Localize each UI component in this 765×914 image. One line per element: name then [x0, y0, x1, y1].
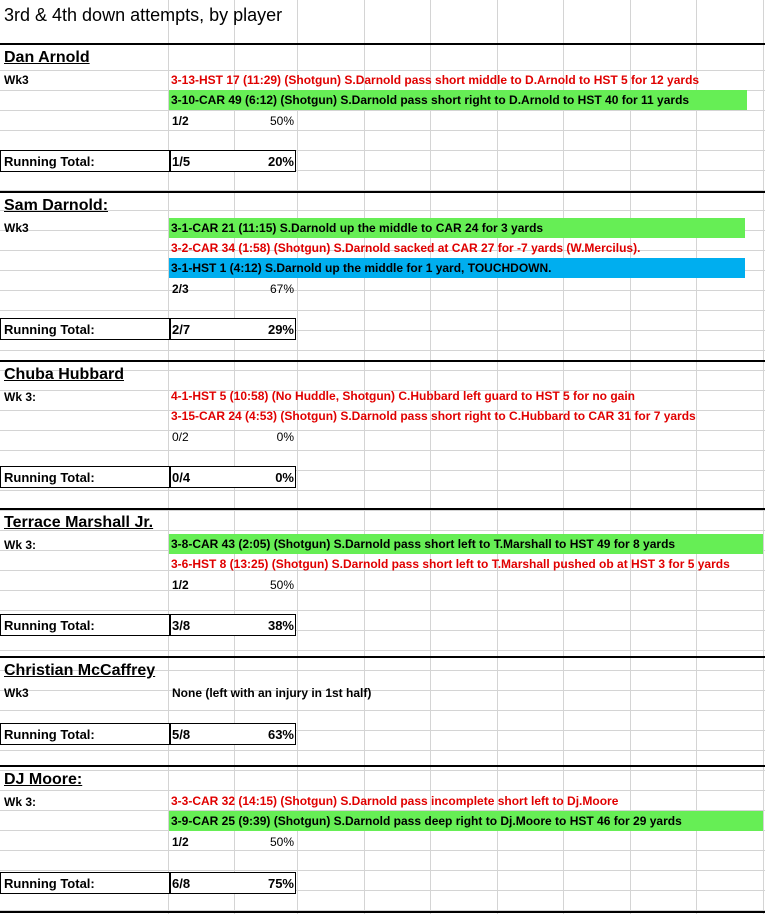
- running-total-label: Running Total:: [4, 618, 95, 633]
- section-divider: [0, 360, 765, 362]
- running-total-percent: 0%: [275, 470, 294, 485]
- play-row-successful: 3-8-CAR 43 (2:05) (Shotgun) S.Darnold pass short left to T.Marshall to HST 49 for 8 yards: [169, 534, 763, 554]
- grid-row-line: [0, 710, 765, 711]
- running-total-record: 6/8: [172, 876, 191, 891]
- grid-row-line: [0, 310, 765, 311]
- grid-row-line: [0, 690, 765, 691]
- grid-row-line: [0, 290, 765, 291]
- grid-row-line: [0, 870, 765, 871]
- running-total-record: 2/7: [172, 322, 191, 337]
- running-total-percent: 63%: [267, 727, 294, 742]
- week-percent: 67%: [269, 282, 294, 296]
- running-total-label: Running Total:: [4, 322, 95, 337]
- section-divider: [0, 508, 765, 510]
- play-row-unsuccessful: 3-13-HST 17 (11:29) (Shotgun) S.Darnold pass short middle to D.Arnold to HST 5 for 12 yards: [171, 73, 700, 87]
- player-name: Dan Arnold: [4, 49, 90, 66]
- player-name: DJ Moore:: [4, 771, 83, 788]
- week-percent: 50%: [269, 578, 294, 592]
- week-label: Wk3: [4, 73, 29, 87]
- running-total-percent: 75%: [267, 876, 294, 891]
- section-divider: [0, 656, 765, 658]
- running-total-record: 5/8: [172, 727, 191, 742]
- week-note: None (left with an injury in 1st half): [172, 686, 372, 700]
- grid-column-line: [763, 0, 764, 914]
- running-total-record: 3/8: [172, 618, 191, 633]
- sheet-title: 3rd & 4th down attempts, by player: [4, 5, 283, 25]
- grid-column-line: [234, 0, 235, 914]
- grid-column-line: [696, 0, 697, 914]
- player-name: Christian McCaffrey: [4, 662, 156, 679]
- week-record: 1/2: [172, 835, 189, 849]
- grid-row-line: [0, 850, 765, 851]
- play-row-unsuccessful: 3-15-CAR 24 (4:53) (Shotgun) S.Darnold pass short right to C.Hubbard to CAR 31 for 7 yards: [171, 409, 696, 423]
- running-total-label: Running Total:: [4, 727, 95, 742]
- grid-row-line: [0, 750, 765, 751]
- week-percent: 50%: [269, 114, 294, 128]
- week-record: 1/2: [172, 114, 189, 128]
- running-total-percent: 29%: [267, 322, 294, 337]
- running-total-label: Running Total:: [4, 876, 95, 891]
- grid-row-line: [0, 430, 765, 431]
- grid-row-line: [0, 450, 765, 451]
- player-name: Terrace Marshall Jr.: [4, 514, 154, 531]
- running-total-percent: 20%: [267, 154, 294, 169]
- play-row-successful: 3-10-CAR 49 (6:12) (Shotgun) S.Darnold pass short right to D.Arnold to HST 40 for 11 yards: [169, 90, 747, 110]
- running-total-record: 0/4: [172, 470, 191, 485]
- grid-row-line: [0, 130, 765, 131]
- play-row-successful: 3-1-CAR 21 (11:15) S.Darnold up the middle to CAR 24 for 3 yards: [169, 218, 745, 238]
- grid-column-line: [364, 0, 365, 914]
- grid-row-line: [0, 210, 765, 211]
- play-row-unsuccessful: 3-2-CAR 34 (1:58) (Shotgun) S.Darnold sacked at CAR 27 for -7 yards (W.Mercilus).: [171, 241, 641, 255]
- section-divider: [0, 191, 765, 193]
- week-label: Wk3: [4, 686, 29, 700]
- grid-row-line: [0, 510, 765, 511]
- play-row-unsuccessful: 3-6-HST 8 (13:25) (Shotgun) S.Darnold pass short left to T.Marshall pushed ob at HST 3 for 5 yards: [171, 557, 730, 571]
- grid-row-line: [0, 350, 765, 351]
- grid-row-line: [0, 590, 765, 591]
- running-total-percent: 38%: [267, 618, 294, 633]
- play-row-successful: 3-9-CAR 25 (9:39) (Shotgun) S.Darnold pass deep right to Dj.Moore to HST 46 for 29 yards: [169, 811, 763, 831]
- grid-column-line: [497, 0, 498, 914]
- week-label: Wk 3:: [4, 390, 37, 404]
- grid-column-line: [168, 0, 169, 914]
- section-divider: [0, 911, 765, 913]
- grid-column-line: [630, 0, 631, 914]
- running-total-record: 1/5: [172, 154, 191, 169]
- week-percent: 0%: [276, 430, 294, 444]
- running-total-label: Running Total:: [4, 470, 95, 485]
- play-row-unsuccessful: 4-1-HST 5 (10:58) (No Huddle, Shotgun) C.Hubbard left guard to HST 5 for no gain: [171, 389, 635, 403]
- week-label: Wk 3:: [4, 795, 37, 809]
- play-row-touchdown: 3-1-HST 1 (4:12) S.Darnold up the middle for 1 yard, TOUCHDOWN.: [169, 258, 745, 278]
- grid-row-line: [0, 770, 765, 771]
- grid-row-line: [0, 650, 765, 651]
- grid-column-line: [563, 0, 564, 914]
- grid-column-line: [430, 0, 431, 914]
- grid-column-line: [297, 0, 298, 914]
- section-divider: [0, 43, 765, 45]
- grid-row-line: [0, 610, 765, 611]
- week-record: 0/2: [172, 430, 189, 444]
- week-record: 1/2: [172, 578, 189, 592]
- week-percent: 50%: [269, 835, 294, 849]
- running-total-label: Running Total:: [4, 154, 95, 169]
- section-divider: [0, 765, 765, 767]
- player-name: Sam Darnold:: [4, 197, 109, 214]
- play-row-unsuccessful: 3-3-CAR 32 (14:15) (Shotgun) S.Darnold pass incomplete short left to Dj.Moore: [171, 794, 619, 808]
- grid-row-line: [0, 110, 765, 111]
- grid-row-line: [0, 490, 765, 491]
- week-label: Wk 3:: [4, 538, 37, 552]
- player-name: Chuba Hubbard: [4, 366, 124, 383]
- week-label: Wk3: [4, 221, 29, 235]
- week-record: 2/3: [172, 282, 189, 296]
